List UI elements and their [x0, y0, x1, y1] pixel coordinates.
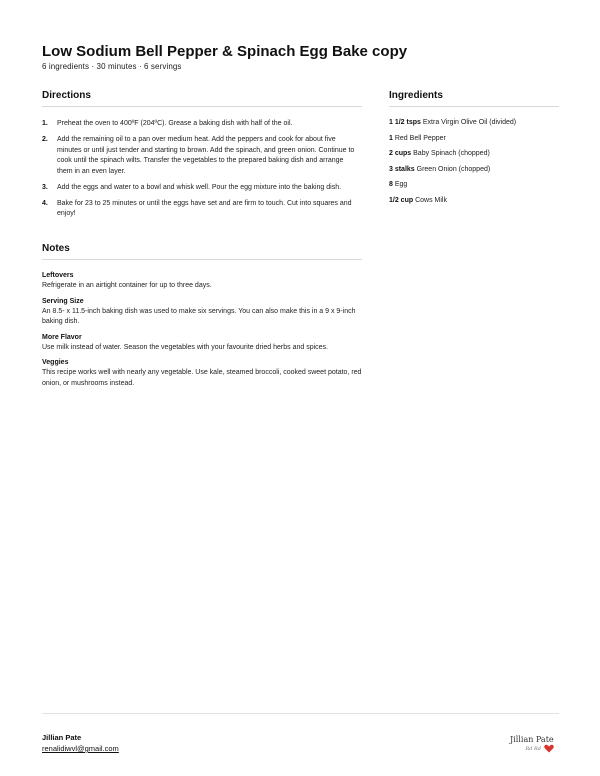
ingredient-item	[389, 149, 559, 159]
directions-list	[42, 119, 360, 225]
ingredients-heading: Ingredients	[389, 90, 443, 101]
footer-divider	[42, 713, 559, 714]
note-title: Serving Size	[42, 297, 84, 305]
note-text: This recipe works well with nearly any vegetable. Use kale, steamed broccoli, cooked sweet potato, red onion, or mushrooms instead.	[42, 369, 362, 387]
ingredient-name: Red Bell Pepper	[394, 134, 446, 142]
ingredient-quantity: 1/2 cup	[389, 196, 414, 204]
direction-step-number: 2.	[42, 136, 48, 143]
direction-step	[42, 199, 360, 220]
direction-step-text: Bake for 23 to 25 minutes or until the eggs have set and are firm to touch. Cut into squares and enjoy!	[57, 199, 352, 217]
note-item	[42, 297, 362, 328]
direction-step-number: 1.	[42, 120, 48, 127]
ingredient-name: Baby Spinach (chopped)	[413, 150, 490, 157]
direction-step	[42, 135, 360, 177]
note-text: An 8.5- x 11.5-inch baking dish was used to make six servings. You can also make this in a 9 x 9-inch baking dish.	[42, 307, 356, 325]
logo-subtext: Rd Rd	[525, 745, 541, 752]
ingredient-item	[389, 165, 559, 175]
direction-step-text: Preheat the oven to 400ºF (204ºC). Grease a baking dish with half of the oil.	[57, 120, 293, 127]
note-title: Leftovers	[42, 272, 74, 279]
ingredient-quantity: 2 cups	[389, 150, 412, 157]
ingredient-name: Egg	[394, 181, 408, 188]
ingredient-name: Green Onion (chopped)	[416, 165, 491, 173]
directions-heading: Directions	[42, 90, 91, 101]
ingredient-quantity: 1 1/2 tsps	[389, 119, 421, 126]
ingredient-quantity: 1	[389, 134, 393, 142]
notes-heading: Notes	[42, 243, 70, 254]
logo-wordmark: Jillian Pate	[510, 735, 554, 744]
ingredient-name: Cows Milk	[415, 196, 447, 204]
direction-step	[42, 183, 360, 194]
note-item	[42, 271, 362, 292]
direction-step-text: Add the remaining oil to a pan over medium heat. Add the peppers and cook for about five minutes or until just tender and starting to brown. Add the spinach, and green onion. Continue to cook until the spinach wilts. Transfer the vegetables to the prepared baking dish and arrange them in an even layer.	[57, 136, 355, 175]
direction-step-number: 4.	[42, 199, 48, 207]
note-title: Veggies	[42, 359, 69, 366]
note-item	[42, 358, 362, 389]
direction-step-number: 3.	[42, 183, 48, 191]
directions-divider	[42, 106, 362, 107]
author-email-link[interactable]: renalidiwvl@gmail.com	[42, 744, 119, 753]
notes-list	[42, 271, 362, 394]
note-title: More Flavor	[42, 333, 82, 341]
recipe-meta: 6 ingredients · 30 minutes · 6 servings	[42, 62, 182, 71]
ingredients-divider	[389, 106, 559, 107]
ingredient-quantity: 8	[389, 181, 393, 188]
note-item	[42, 333, 362, 354]
ingredient-item	[389, 118, 559, 128]
ingredients-list	[389, 118, 559, 211]
ingredient-quantity: 3 stalks	[389, 165, 415, 173]
brand-logo	[510, 735, 560, 763]
direction-step	[42, 119, 360, 130]
ingredient-item	[389, 134, 559, 144]
ingredient-item	[389, 196, 559, 206]
ingredient-name: Extra Virgin Olive Oil (divided)	[422, 119, 517, 126]
recipe-title: Low Sodium Bell Pepper & Spinach Egg Bake copy	[42, 43, 408, 60]
note-text: Refrigerate in an airtight container for up to three days.	[42, 282, 212, 289]
note-text: Use milk instead of water. Season the vegetables with your favourite dried herbs and spices.	[42, 343, 328, 351]
direction-step-text: Add the eggs and water to a bowl and whisk well. Pour the egg mixture into the baking dish.	[57, 183, 342, 191]
notes-divider	[42, 259, 362, 260]
heart-icon	[544, 744, 554, 753]
ingredient-item	[389, 180, 559, 190]
author-name: Jillian Pate	[42, 733, 82, 742]
